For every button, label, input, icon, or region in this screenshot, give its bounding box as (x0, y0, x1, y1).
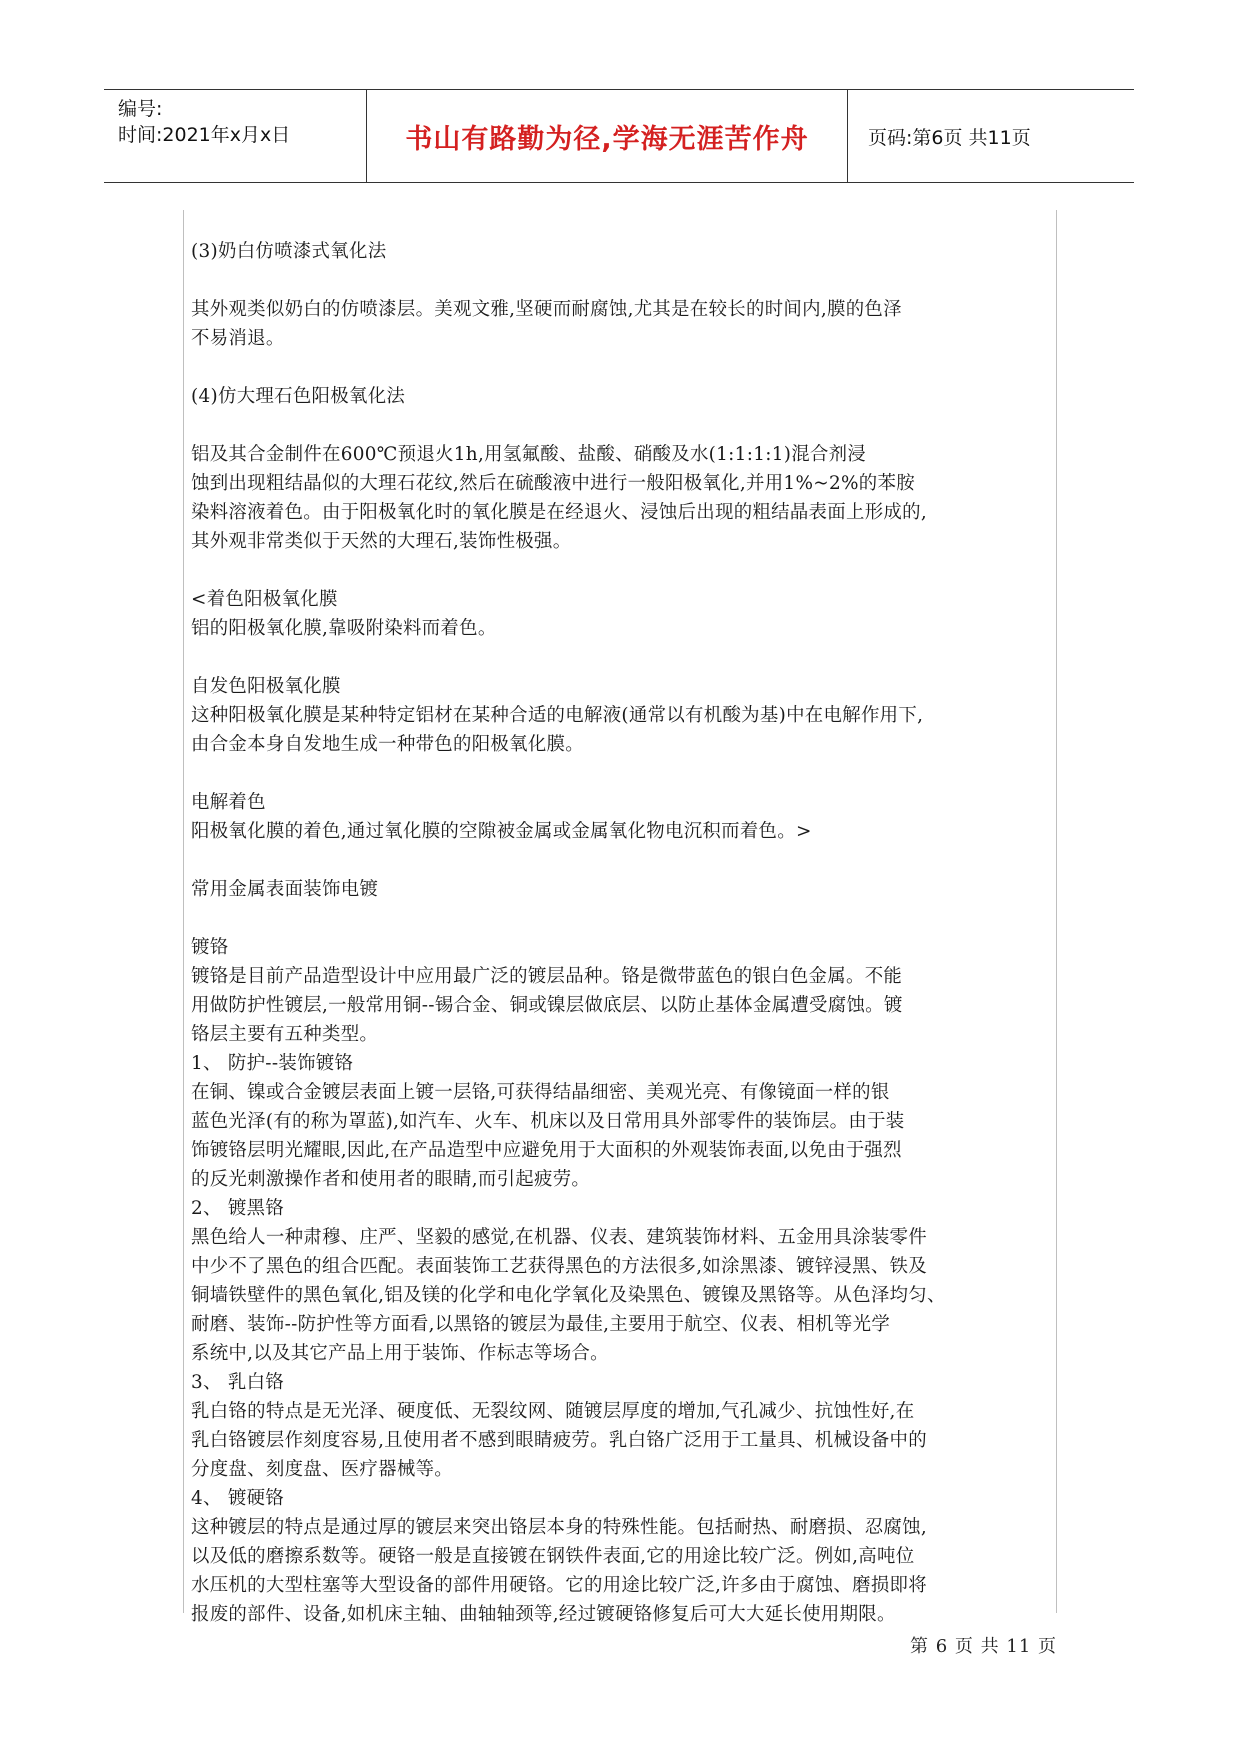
text-line: 耐磨、装饰--防护性等方面看,以黑铬的镀层为最佳,主要用于航空、仪表、相机等光学 (191, 1314, 891, 1335)
text-line: 水压机的大型柱塞等大型设备的部件用硬铬。它的用途比较广泛,许多由于腐蚀、磨损即将 (191, 1575, 927, 1596)
header-page-info: 页码:第6页 共11页 (868, 126, 1031, 149)
text-line: 4、 镀硬铬 (191, 1488, 285, 1509)
paragraph-gap (191, 904, 1057, 933)
text-line: 用做防护性镀层,一般常用铜--锡合金、铜或镍层做底层、以防止基体金属遭受腐蚀。镀 (191, 995, 903, 1016)
header-meta-cell (104, 90, 366, 182)
text-line: 黑色给人一种肃穆、庄严、坚毅的感觉,在机器、仪表、建筑装饰材料、五金用具涂装零件 (191, 1227, 927, 1248)
header-motto-cell (366, 90, 848, 182)
header-motto: 书山有路勤为径,学海无涯苦作舟 (405, 123, 809, 155)
paragraph-gap (191, 643, 1057, 672)
paragraph-gap (191, 353, 1057, 382)
text-line: 阳极氧化膜的着色,通过氧化膜的空隙被金属或金属氧化物电沉积而着色。> (191, 821, 812, 842)
text-line: (3)奶白仿喷漆式氧化法 (191, 241, 387, 262)
text-line: 1、 防护--装饰镀铬 (191, 1053, 354, 1074)
text-line: (4)仿大理石色阳极氧化法 (191, 386, 406, 407)
text-line: 蚀到出现粗结晶似的大理石花纹,然后在硫酸液中进行一般阳极氧化,并用1%~2%的苯胺 (191, 473, 915, 494)
text-line: 自发色阳极氧化膜 (191, 676, 341, 697)
text-line: 以及低的磨擦系数等。硬铬一般是直接镀在钢铁件表面,它的用途比较广泛。例如,高吨位 (191, 1546, 915, 1567)
text-line: 系统中,以及其它产品上用于装饰、作标志等场合。 (191, 1343, 609, 1364)
text-line: 其外观非常类似于天然的大理石,装饰性极强。 (191, 531, 572, 552)
text-line: 铝及其合金制件在600℃预退火1h,用氢氟酸、盐酸、硝酸及水(1:1:1:1)混合剂浸 (191, 444, 867, 465)
text-line: 镀铬 (191, 937, 229, 958)
text-line: 乳白铬镀层作刻度容易,且使用者不感到眼睛疲劳。乳白铬广泛用于工量具、机械设备中的 (191, 1430, 927, 1451)
paragraph-gap (191, 556, 1057, 585)
text-line: 中少不了黑色的组合匹配。表面装饰工艺获得黑色的方法很多,如涂黑漆、镀锌浸黑、铁及 (191, 1256, 927, 1277)
document-body (191, 237, 1057, 1629)
header-page-cell (846, 90, 1134, 182)
text-line: 报废的部件、设备,如机床主轴、曲轴轴颈等,经过镀硬铬修复后可大大延长使用期限。 (191, 1604, 896, 1625)
text-line: 电解着色 (191, 792, 266, 813)
text-line: 这种镀层的特点是通过厚的镀层来突出铬层本身的特殊性能。包括耐热、耐磨损、忍腐蚀, (191, 1517, 927, 1538)
text-line: 铝的阳极氧化膜,靠吸附染料而着色。 (191, 618, 497, 639)
text-line: 铜墙铁壁件的黑色氧化,铝及镁的化学和电化学氧化及染黑色、镀镍及黑铬等。从色泽均匀、 (191, 1285, 946, 1306)
text-line: 在铜、镍或合金镀层表面上镀一层铬,可获得结晶细密、美观光亮、有像镜面一样的银 (191, 1082, 890, 1103)
document-date: 时间:2021年x月x日 (118, 124, 291, 146)
page-header (104, 89, 1134, 183)
text-line: 镀铬是目前产品造型设计中应用最广泛的镀层品种。铬是微带蓝色的银白色金属。不能 (191, 966, 903, 987)
text-line: 3、 乳白铬 (191, 1372, 285, 1393)
text-line: 铬层主要有五种类型。 (191, 1024, 379, 1045)
text-line: 染料溶液着色。由于阳极氧化时的氧化膜是在经退火、浸蚀后出现的粗结晶表面上形成的, (191, 502, 927, 523)
paragraph-gap (191, 759, 1057, 788)
paragraph-gap (191, 266, 1057, 295)
text-line: 分度盘、刻度盘、医疗器械等。 (191, 1459, 453, 1480)
text-line: 这种阳极氧化膜是某种特定铝材在某种合适的电解液(通常以有机酸为基)中在电解作用下, (191, 705, 924, 726)
text-line: <着色阳极氧化膜 (191, 589, 338, 610)
text-line: 由合金本身自发地生成一种带色的阳极氧化膜。 (191, 734, 584, 755)
paragraph-gap (191, 846, 1057, 875)
page-footer: 第 6 页 共 11 页 (910, 1636, 1057, 1657)
text-line: 其外观类似奶白的仿喷漆层。美观文雅,坚硬而耐腐蚀,尤其是在较长的时间内,膜的色泽 (191, 299, 902, 320)
text-line: 乳白铬的特点是无光泽、硬度低、无裂纹网、随镀层厚度的增加,气孔减少、抗蚀性好,在 (191, 1401, 915, 1422)
text-line: 2、 镀黑铬 (191, 1198, 285, 1219)
text-line: 常用金属表面装饰电镀 (191, 879, 379, 900)
text-line: 不易消退。 (191, 328, 285, 349)
document-number-label: 编号: (118, 98, 163, 120)
text-line: 蓝色光泽(有的称为罩蓝),如汽车、火车、机床以及日常用具外部零件的装饰层。由于装 (191, 1111, 905, 1132)
text-line: 饰镀铬层明光耀眼,因此,在产品造型中应避免用于大面积的外观装饰表面,以免由于强烈 (191, 1140, 902, 1161)
text-line: 的反光刺激操作者和使用者的眼睛,而引起疲劳。 (191, 1169, 591, 1190)
paragraph-gap (191, 411, 1057, 440)
